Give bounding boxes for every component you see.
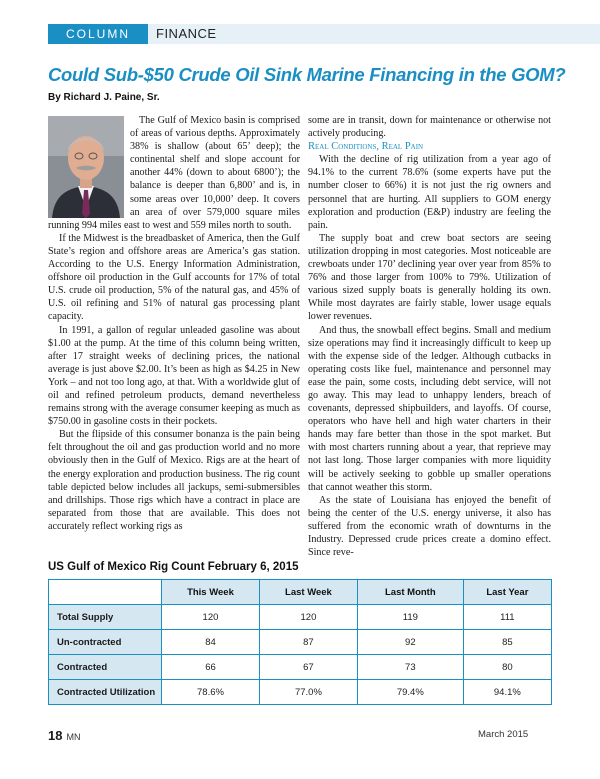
table-title: US Gulf of Mexico Rig Count February 6, 2015 [48,561,299,573]
paragraph: In 1991, a gallon of regular unleaded gasoline was about $1.00 at the pump. At the time of this column being written, after 17 straight weeks of declining prices, the national average is just above $2.00. It’s been as high as $4.25 in New York – and not too long ago, at that. With a worldwide glut of oil and refined petroleum products, demand nevertheless remains strong with the average consumer keeping as much as $750.00 in gasoline costs in their pockets. [48,324,300,428]
table-cell: 73 [357,655,463,680]
page-number: 18 [48,728,63,743]
row-header: Contracted [49,655,162,680]
table-row [49,655,552,680]
publication-name: MN [66,732,81,742]
table-row [49,680,552,705]
paragraph: And thus, the snowball effect begins. Small and medium size operations may find it increasingly difficult to keep up with the expense side of the ledger. Although cutbacks in operating costs like fuel, maintenance and personnel may ease the pain, some costs, including debt service, will not go away. This may lead to unhappy lenders, breach of covenants, depressed shipbuilders, and layoffs. Of course, operators who have hell and high water charters in their hands may fare better than those in the spot market. But with most charters running about a year, that reprieve may not last long. Those larger companies with more liquidity will be actively seeking to gobble up smaller operations that cannot weather this storm. [308,324,551,493]
byline: By Richard J. Paine, Sr. [48,92,160,103]
photo-wrap-space [48,114,126,218]
rig-count-table [48,579,552,705]
table-cell: 92 [357,630,463,655]
column-right [308,114,551,559]
table-cell: 87 [259,630,357,655]
table-cell: 80 [463,655,551,680]
table-cell: 77.0% [259,680,357,705]
row-header: Contracted Utilization [49,680,162,705]
table-cell: 79.4% [357,680,463,705]
table-cell: 85 [463,630,551,655]
table-cell: 111 [463,605,551,630]
issue-date: March 2015 [478,729,529,740]
table-cell: 119 [357,605,463,630]
paragraph: If the Midwest is the breadbasket of America, then the Gulf State’s region and offshore areas are America’s gas station. According to the U.S. Energy Information Administration, offshore oil production in the Gulf accounts for 17% of total U.S. crude oil production, 5% of the natural gas, and 45% of U.S. oil refining and 51% of natural gas processing plant capacity. [48,232,300,323]
table-cell: 84 [162,630,260,655]
paragraph: The supply boat and crew boat sectors are seeing utilization dropping in most categories. Most noticeable are crewboats under 170’ declining year over year from 85% to 76% and those larger from 100% to 79%. Utilization of various sized supply boats is generally holding its own. While most dayrates are fairly stable, lower usage equals lower revenues. [308,232,551,323]
subheading: Real Conditions, Real Pain [308,141,424,153]
paragraph: The Gulf of Mexico basin is comprised of areas of various depths. Approximately 38% is shallow (about 65’ deep); the continental shelf and slope account for another 44% (down to about 6800’); the balance is deeper than 6,800’ and is, in some areas over 10,000’ deep. It covers an area of over 579,000 square miles running 994 miles east to west and 559 miles north to south. [48,115,300,231]
table-row [49,605,552,630]
table-header-row [49,580,552,605]
paragraph: As the state of Louisiana has enjoyed the benefit of being the center of the U.S. energy universe, it also has suffered from the economic wrath of downturns in the Industry. Depressed crude prices create a domino effect. Since reve- [308,494,551,559]
row-header: Un-contracted [49,630,162,655]
column-header: Last Year [463,580,551,605]
article-title: Could Sub-$50 Crude Oil Sink Marine Financing in the GOM? [48,64,566,85]
table-cell: 78.6% [162,680,260,705]
section-tag: FINANCE [156,26,217,41]
table-cell: 120 [162,605,260,630]
column-header: This Week [162,580,260,605]
paragraph: But the flipside of this consumer bonanza is the pain being felt throughout the oil and gas production world and no more obviously then in the Gulf of Mexico. Rigs are at the heart of the energy exploration and production business. The rig count table depicted below includes all jackups, semi-submersibles and drillships. Those rigs which have a contract in place are separated from those that are available. This does not accurately reflect working rigs as [48,429,300,532]
table-cell: 67 [259,655,357,680]
paragraph: some are in transit, down for maintenance or otherwise not actively producing. [308,115,551,140]
column-header: Last Month [357,580,463,605]
column-tag: COLUMN [48,24,148,44]
table-corner-cell [49,580,162,605]
table-cell: 120 [259,605,357,630]
row-header: Total Supply [49,605,162,630]
table-row [49,630,552,655]
column-header: Last Week [259,580,357,605]
table-cell: 66 [162,655,260,680]
paragraph: With the decline of rig utilization from a year ago of 94.1% to the current 78.6% (some experts have put the number closer to 66%) it is not just the rig owners and personnel that are hurting. All suppliers to GOM energy exploration and production (E&P) industry are feeling the pain. [308,154,551,231]
page-footer-left [48,728,80,743]
column-left [48,114,300,533]
table-cell: 94.1% [463,680,551,705]
